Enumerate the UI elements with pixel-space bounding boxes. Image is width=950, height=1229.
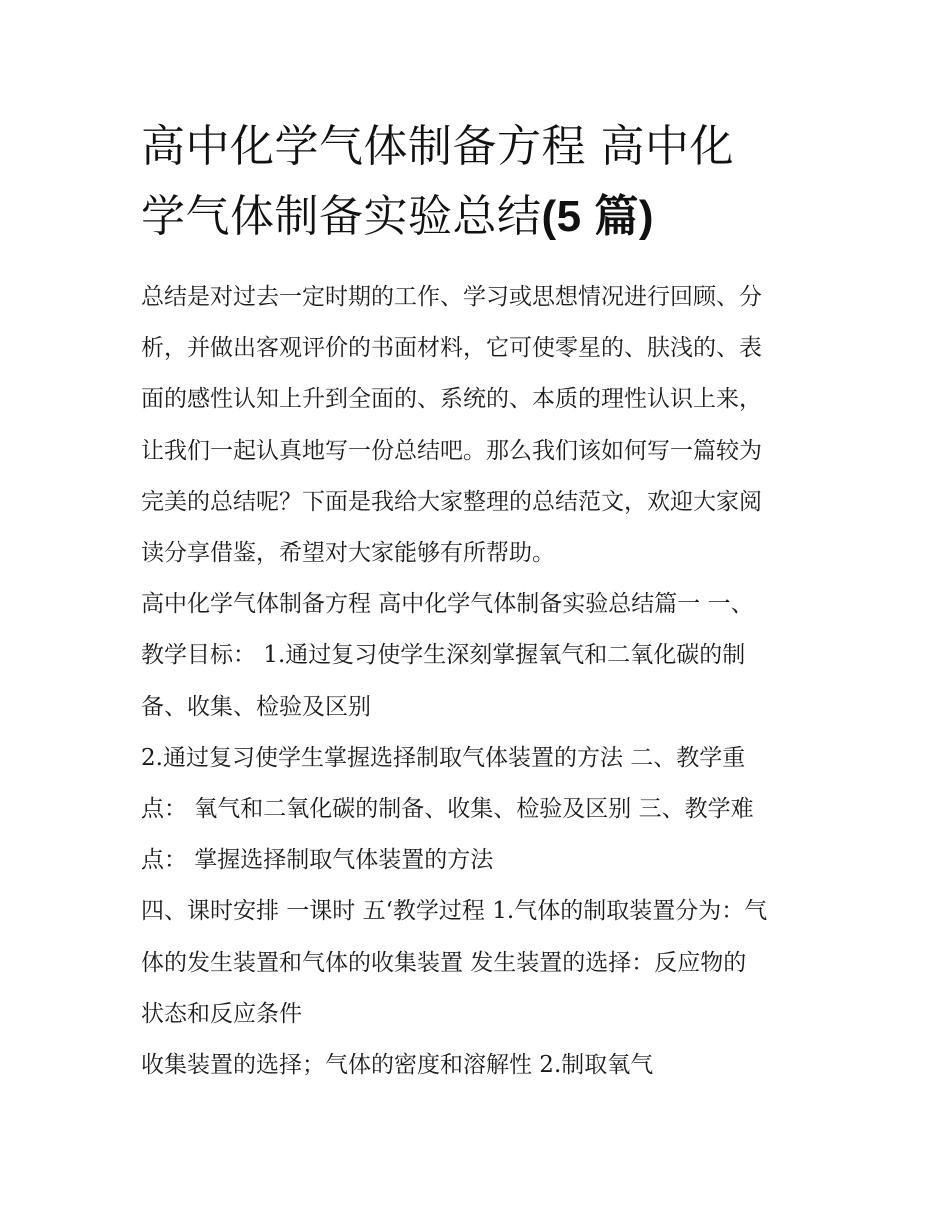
title-line-1: 高中化学气体制备方程 高中化 [141, 121, 734, 172]
body-line: 面的感性认知上升到全面的、系统的、本质的理性认识上来， [141, 386, 762, 413]
title-line-2-main: 学气体制备实验总结 [141, 191, 542, 242]
body-line: 点： 掌握选择制取气体装置的方法 [141, 847, 494, 874]
body-line: 状态和反应条件 [141, 1000, 302, 1027]
title-line-2-tail: (5 篇) [541, 192, 654, 241]
document-title [141, 112, 817, 252]
body-line: 教学目标： 1.通过复习使学生深刻掌握氧气和二氧化碳的制 [141, 642, 746, 669]
body-line: 收集装置的选择；气体的密度和溶解性 2.制取氧气 [141, 1052, 654, 1079]
body-line: 读分享借鉴，希望对大家能够有所帮助。 [141, 540, 555, 567]
body-line: 点： 氧气和二氧化碳的制备、收集、检验及区别 三、教学难 [141, 796, 754, 823]
body-line: 总结是对过去一定时期的工作、学习或思想情况进行回顾、分 [141, 284, 762, 310]
document-page [141, 112, 817, 1091]
body-line: 备、收集、检验及区别 [141, 693, 371, 720]
body-line: 析，并做出客观评价的书面材料，它可使零星的、肤浅的、表 [141, 335, 762, 362]
body-line: 体的发生装置和气体的收集装置 发生装置的选择：反应物的 [141, 949, 747, 976]
document-body [141, 272, 817, 1091]
body-line: 高中化学气体制备方程 高中化学气体制备实验总结篇一 一、 [141, 591, 754, 618]
body-line: 完美的总结呢？下面是我给大家整理的总结范文，欢迎大家阅 [141, 488, 762, 515]
body-line: 让我们一起认真地写一份总结吧。那么我们该如何写一篇较为 [141, 437, 762, 464]
body-line: 2.通过复习使学生掌握选择制取气体装置的方法 二、教学重 [141, 744, 746, 771]
body-line: 四、课时安排 一课时 五‘教学过程 1.气体的制取装置分为：气 [141, 898, 768, 925]
title-line-2 [141, 182, 817, 252]
